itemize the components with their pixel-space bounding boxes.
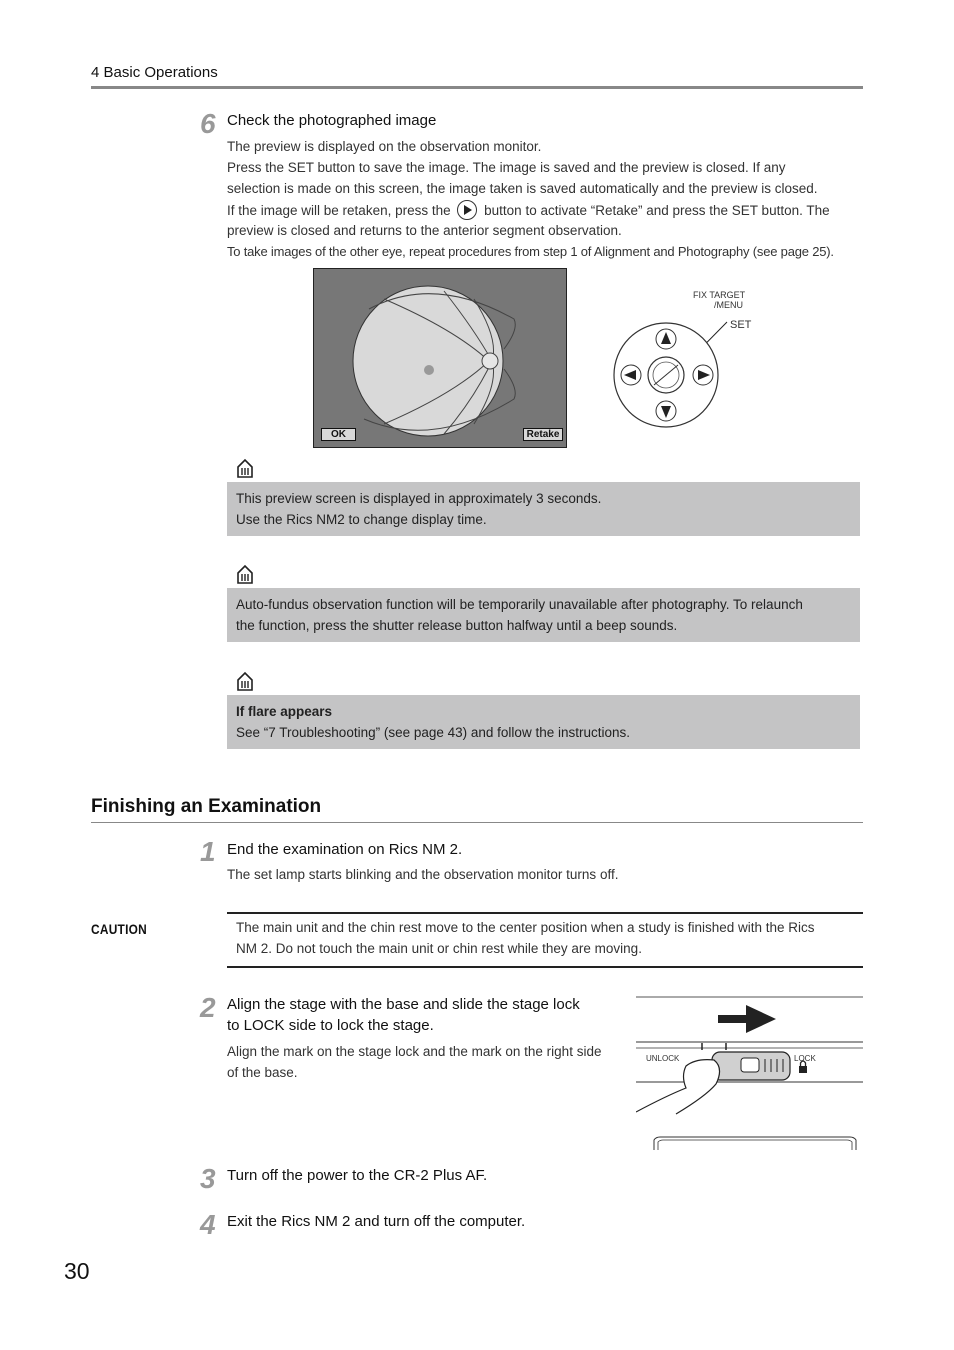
step-1-number: 1	[200, 836, 216, 867]
step-6-line-1: The preview is displayed on the observation monitor.	[227, 139, 542, 154]
arrow-left-icon	[621, 365, 641, 385]
arrow-up-icon	[656, 329, 676, 349]
play-right-icon	[457, 200, 477, 220]
finger-icon	[636, 1060, 720, 1114]
note-memo-icon	[236, 564, 254, 584]
caution-line-1: The main unit and the chin rest move to the center position when a study is finished with the Rics	[236, 920, 815, 935]
note-box-flare	[227, 695, 860, 749]
step-6-line-5: preview is closed and returns to the anterior segment observation.	[227, 223, 622, 238]
arrow-right-icon	[718, 1005, 776, 1033]
note-2-line-1: Auto-fundus observation function will be temporarily unavailable after photography. To relaunch	[236, 597, 803, 612]
control-pad	[610, 310, 730, 430]
retake-button[interactable]: Retake	[523, 428, 563, 441]
step-6-line-3: selection is made on this screen, the image taken is saved automatically and the preview is closed.	[227, 181, 818, 196]
note-box-preview-time	[227, 482, 860, 536]
page-number: 30	[64, 1258, 90, 1284]
note-3-heading: If flare appears	[236, 704, 333, 719]
preview-monitor	[313, 268, 567, 448]
arrow-down-icon	[656, 401, 676, 421]
step-6-line-4b: button to activate “Retake” and press the SET button. The	[484, 203, 830, 218]
unlock-label: UNLOCK	[646, 1054, 680, 1063]
note-1-line-2: Use the Rics NM2 to change display time.	[236, 512, 487, 527]
fundus-image	[314, 269, 566, 447]
step-6-line-4a: If the image will be retaken, press the	[227, 203, 451, 218]
note-1-line-1: This preview screen is displayed in approximately 3 seconds.	[236, 491, 602, 506]
caution-text	[236, 917, 856, 959]
step-6-number: 6	[200, 108, 216, 139]
set-label: SET	[730, 319, 752, 331]
arrow-right-icon	[693, 365, 713, 385]
step-6-line-4	[227, 200, 830, 221]
note-memo-icon	[236, 458, 254, 478]
step-4-title: Exit the Rics NM 2 and turn off the computer.	[227, 1213, 526, 1230]
note-box-auto-fundus	[227, 588, 860, 642]
step-6-line-2: Press the SET button to save the image. The image is saved and the preview is closed. If any	[227, 160, 786, 175]
step-6-title: Check the photographed image	[227, 112, 437, 129]
note-memo-icon	[236, 671, 254, 691]
step-3-title: Turn off the power to the CR-2 Plus AF.	[227, 1167, 488, 1184]
step-2-body-line-1: Align the mark on the stage lock and the mark on the right side	[227, 1044, 602, 1059]
step-1-title: End the examination on Rics NM 2.	[227, 841, 463, 858]
section-title-finishing: Finishing an Examination	[91, 796, 322, 817]
caution-line-2: NM 2. Do not touch the main unit or chin rest while they are moving.	[236, 941, 642, 956]
step-4-number: 4	[200, 1209, 216, 1240]
step-2-number: 2	[200, 992, 216, 1023]
section-rule	[91, 822, 863, 823]
note-3-line-1: See “7 Troubleshooting” (see page 43) and follow the instructions.	[236, 725, 630, 740]
step-2-body-line-2: of the base.	[227, 1065, 298, 1080]
stage-lock-diagram	[636, 996, 863, 1151]
menu-label: /MENU	[714, 300, 743, 310]
lock-label: LOCK	[794, 1054, 816, 1063]
step-2-title-line-1: Align the stage with the base and slide the stage lock	[227, 996, 580, 1013]
step-2-title-line-2: to LOCK side to lock the stage.	[227, 1017, 434, 1034]
step-6-line-6: To take images of the other eye, repeat procedures from step 1 of Alignment and Photography (see page 25).	[227, 244, 834, 259]
fix-target-label: FIX TARGET	[693, 290, 746, 300]
step-1-body: The set lamp starts blinking and the observation monitor turns off.	[227, 867, 619, 882]
step-3-number: 3	[200, 1163, 216, 1194]
caution-label: CAUTION	[91, 921, 147, 937]
header-rule	[91, 86, 863, 89]
header-section-title: 4 Basic Operations	[91, 64, 218, 81]
ok-button[interactable]: OK	[321, 428, 356, 441]
note-2-line-2: the function, press the shutter release button halfway until a beep sounds.	[236, 618, 678, 633]
